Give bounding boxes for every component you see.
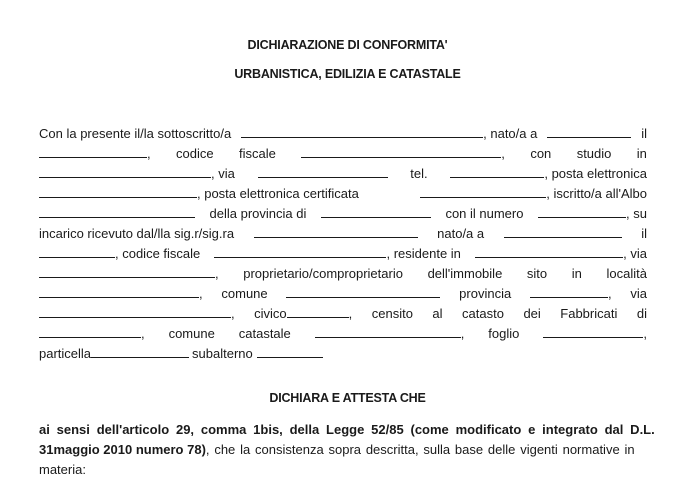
studio-via-field[interactable] [258, 164, 388, 178]
committente-codice-fiscale-field[interactable] [214, 244, 386, 258]
form-line-11: , comune catastale , foglio , [39, 324, 647, 344]
committente-field[interactable] [254, 224, 418, 238]
label-localita: località [606, 266, 647, 281]
sottoscritto-field[interactable] [241, 124, 483, 138]
email-field[interactable] [39, 184, 197, 198]
studio-citta-field[interactable] [39, 164, 211, 178]
label-tel: tel. [410, 166, 428, 181]
residenza-via-field[interactable] [39, 264, 215, 278]
document-title: DICHIARAZIONE DI CONFORMITA' [247, 38, 448, 52]
label-proprietario: proprietario/comproprietario [243, 266, 403, 281]
declaration-line-1 [39, 420, 655, 440]
form-line-8: , proprietario/comproprietario dell'immobile sito in località [39, 264, 647, 284]
label-al: al [432, 306, 443, 321]
label-incarico: incarico ricevuto dal/lla sig.r/sig.ra [39, 226, 235, 241]
label-foglio: foglio [488, 326, 520, 341]
label-comune: comune [221, 286, 268, 301]
declaration-normal-line-2: , che la consistenza sopra descritta, sulla base delle vigenti normative in [205, 442, 635, 457]
pec-field[interactable] [420, 184, 546, 198]
form-line-12 [39, 344, 647, 364]
form-line-2: , codice fiscale , con studio in [39, 144, 647, 164]
label-posta-elettronica: , posta elettronica [544, 166, 647, 181]
codice-fiscale-field[interactable] [301, 144, 501, 158]
declaration-line-3 [39, 460, 647, 480]
label-provincia: provincia [459, 286, 512, 301]
declaration-bold-line-2: 31maggio 2010 numero 78) [39, 442, 206, 457]
foglio-field[interactable] [543, 324, 643, 338]
label-il: il [641, 126, 647, 141]
declaration-paragraph [39, 420, 655, 480]
luogo-nascita-field[interactable] [547, 124, 631, 138]
form-line-7 [39, 244, 647, 264]
label-di: di [636, 306, 647, 321]
label-via-2: , via [623, 246, 647, 261]
albo-field[interactable] [39, 204, 195, 218]
label-particella: particella [39, 346, 92, 361]
form-line-9: , comune provincia , via [39, 284, 647, 304]
label-via-3: via [630, 286, 647, 301]
fabbricati-field[interactable] [39, 324, 141, 338]
intro-text: Con la presente il/la sottoscritto/a [39, 126, 232, 141]
declaration-line-2 [39, 440, 647, 460]
form-line-3 [39, 164, 647, 184]
form-line-5 [39, 204, 647, 224]
label-in: in [636, 146, 647, 161]
label-codice: codice [176, 146, 214, 161]
form-line-1 [39, 124, 647, 144]
label-nato-a-2: nato/a a [437, 226, 485, 241]
label-sito: sito [526, 266, 548, 281]
label-su: , su [626, 206, 647, 221]
label-il-2: il [641, 226, 647, 241]
label-in-2: in [571, 266, 582, 281]
comune-field[interactable] [286, 284, 440, 298]
label-dell-immobile: dell'immobile [427, 266, 503, 281]
committente-luogo-nascita-field[interactable] [504, 224, 622, 238]
section-heading: DICHIARA E ATTESTA CHE [269, 391, 426, 405]
subalterno-field[interactable] [257, 344, 323, 358]
label-censito: censito [371, 306, 413, 321]
document-subtitle: URBANISTICA, EDILIZIA E CATASTALE [234, 67, 461, 81]
label-catastale: catastale [238, 326, 291, 341]
label-catasto: catasto [462, 306, 504, 321]
label-iscritto-albo: , iscritto/a all'Albo [546, 186, 647, 201]
comune-catastale-field[interactable] [315, 324, 461, 338]
declaration-line-3-text: materia: [39, 462, 86, 477]
label-pec: , posta elettronica certificata [197, 186, 359, 201]
label-con-il-numero: con il numero [445, 206, 524, 221]
label-codice-fiscale-2: , codice fiscale [115, 246, 201, 261]
telefono-field[interactable] [450, 164, 544, 178]
committente-data-nascita-field[interactable] [39, 244, 115, 258]
particella-field[interactable] [91, 344, 189, 358]
label-via: , via [211, 166, 235, 181]
form-line-10: , civico , censito al catasto dei Fabbricati di [39, 304, 647, 324]
label-della-provincia: della provincia di [209, 206, 307, 221]
form-line-6 [39, 224, 647, 244]
numero-albo-field[interactable] [538, 204, 626, 218]
declaration-bold-line-1: ai sensi dell'articolo 29, comma 1bis, della Legge 52/85 (come modificato e integrato dal D.L. [39, 422, 655, 437]
label-fabbricati: Fabbricati [560, 306, 618, 321]
label-con: con [530, 146, 552, 161]
provincia-field[interactable] [530, 284, 608, 298]
label-civico: civico [254, 306, 287, 321]
localita-field[interactable] [39, 284, 199, 298]
label-comune-2: comune [168, 326, 215, 341]
label-residente-in: , residente in [386, 246, 461, 261]
label-subalterno: subalterno [192, 346, 253, 361]
residenza-field[interactable] [475, 244, 623, 258]
form-line-4 [39, 184, 647, 204]
civico-field[interactable] [287, 304, 349, 318]
label-fiscale: fiscale [239, 146, 276, 161]
immobile-via-field[interactable] [39, 304, 231, 318]
data-nascita-field[interactable] [39, 144, 147, 158]
albo-provincia-field[interactable] [321, 204, 431, 218]
label-studio: studio [576, 146, 612, 161]
label-nato-a: , nato/a a [483, 126, 538, 141]
label-dei: dei [523, 306, 541, 321]
